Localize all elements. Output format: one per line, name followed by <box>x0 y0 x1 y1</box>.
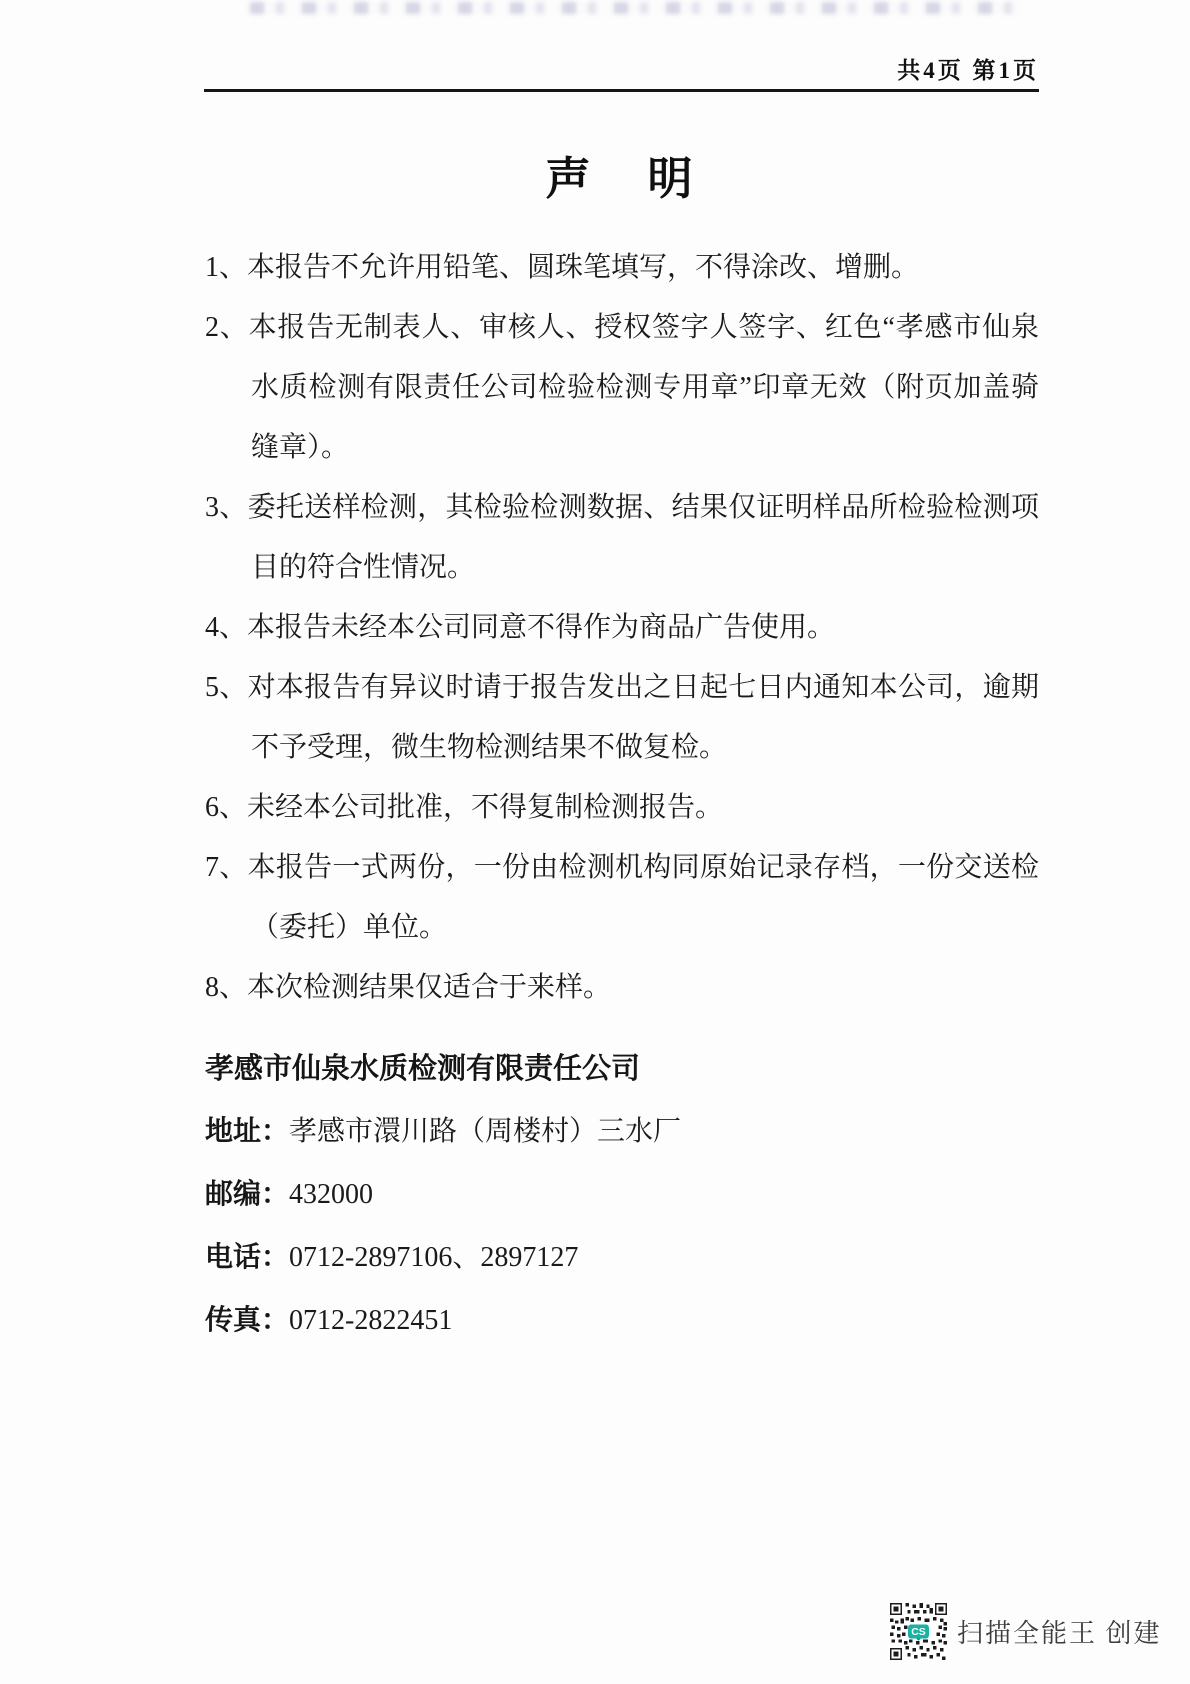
svg-text:CS: CS <box>911 1627 926 1639</box>
statement-number: 8、 <box>205 972 248 1003</box>
statement-number: 4、 <box>205 612 248 643</box>
camscanner-label: 扫描全能王 创建 <box>957 1619 1162 1648</box>
statement-text: 对本报告有异议时请于报告发出之日起七日内通知本公司，逾期不予受理，微生物检测结果不做复检。 <box>247 672 1039 763</box>
company-address-line <box>205 1100 1039 1163</box>
statement-list <box>205 238 1039 1018</box>
statement-number: 7、 <box>205 852 248 883</box>
company-info-block <box>205 1038 1039 1352</box>
page-number-header: 共4页 第1页 <box>897 58 1039 83</box>
company-postcode-line <box>205 1163 1039 1226</box>
fax-value: 0712-2822451 <box>289 1305 453 1336</box>
page-title: 声 明 <box>545 153 699 204</box>
statement-item-4 <box>205 598 1039 658</box>
company-phone-line <box>205 1226 1039 1289</box>
qr-code-icon <box>890 1603 947 1660</box>
header-divider-line <box>204 89 1039 92</box>
statement-item-2 <box>205 298 1039 478</box>
statement-number: 3、 <box>205 492 248 523</box>
statement-item-8 <box>205 958 1039 1018</box>
statement-item-1 <box>205 238 1039 298</box>
company-name: 孝感市仙泉水质检测有限责任公司 <box>205 1053 641 1085</box>
statement-number: 2、 <box>205 312 249 343</box>
statement-item-6 <box>205 778 1039 838</box>
statement-text: 本报告未经本公司同意不得作为商品广告使用。 <box>247 612 836 643</box>
statement-text: 本次检测结果仅适合于来样。 <box>247 972 612 1003</box>
postcode-label: 邮编： <box>205 1178 290 1209</box>
phone-value: 0712-2897106、2897127 <box>289 1242 579 1273</box>
camscanner-watermark <box>890 1603 1162 1660</box>
address-label: 地址： <box>205 1115 290 1146</box>
address-value: 孝感市澴川路（周楼村）三水厂 <box>289 1116 682 1147</box>
phone-label: 电话： <box>205 1241 290 1272</box>
fax-label: 传真： <box>205 1304 290 1335</box>
statement-text: 本报告一式两份，一份由检测机构同原始记录存档，一份交送检（委托）单位。 <box>247 852 1039 943</box>
statement-text: 本报告无制表人、审核人、授权签字人签字、红色“孝感市仙泉水质检测有限责任公司检验检测专用章”印章无效（附页加盖骑缝章）。 <box>248 312 1039 463</box>
statement-number: 6、 <box>205 792 248 823</box>
statement-text: 未经本公司批准，不得复制检测报告。 <box>247 792 724 823</box>
statement-item-5 <box>205 658 1039 778</box>
statement-number: 5、 <box>205 672 248 703</box>
statement-item-3 <box>205 478 1039 598</box>
statement-text: 本报告不允许用铅笔、圆珠笔填写，不得涂改、增删。 <box>247 252 920 283</box>
statement-item-7 <box>205 838 1039 958</box>
statement-text: 委托送样检测，其检验检测数据、结果仅证明样品所检验检测项目的符合性情况。 <box>247 492 1039 583</box>
company-fax-line <box>205 1289 1039 1352</box>
scan-bleed-artifact <box>250 2 1020 14</box>
postcode-value: 432000 <box>289 1179 374 1210</box>
statement-number: 1、 <box>205 252 248 283</box>
